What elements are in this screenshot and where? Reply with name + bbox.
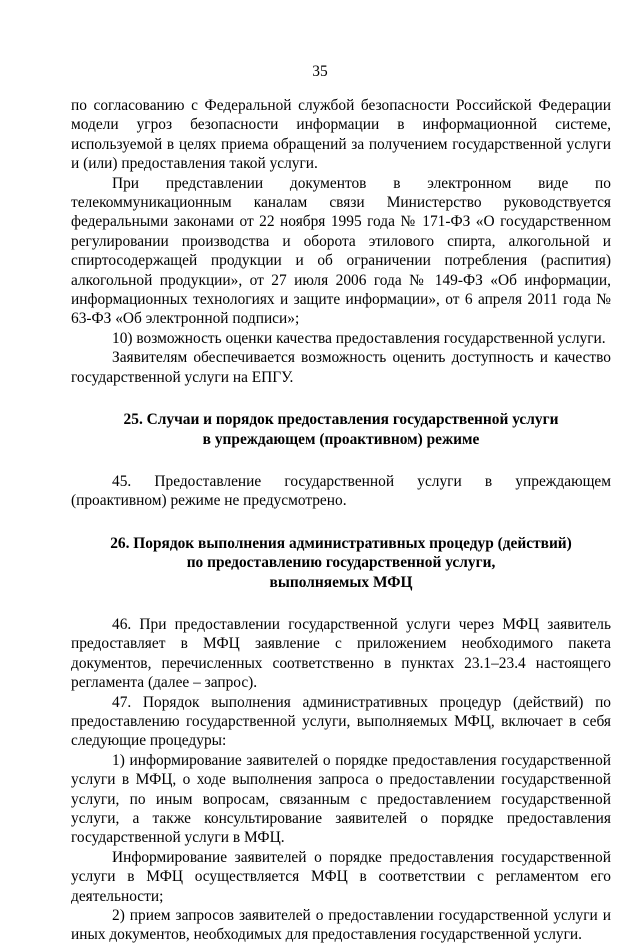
document-body	[71, 96, 611, 945]
paragraph: 1) информирование заявителей о порядке предоставления государственной услуги в МФЦ, о ходе выполнения запроса о предоставлении государственной услуги, по иным вопросам, связанным с предоставлением государственной услуги, а также консультирование заявителей о порядке предоставления государственной услуги в МФЦ.	[71, 751, 611, 847]
paragraph: Заявителям обеспечивается возможность оценить доступность и качество государственной услуги на ЕПГУ.	[71, 349, 611, 386]
paragraph: Информирование заявителей о порядке предоставления государственной услуги в МФЦ осуществляется МФЦ в соответствии с регламентом его деятельности;	[71, 848, 611, 905]
paragraph: 47. Порядок выполнения административных процедур (действий) по предоставлению государственной услуги, выполняемых МФЦ, включает в себя следующие процедуры:	[71, 693, 611, 750]
paragraph: по согласованию с Федеральной службой безопасности Российской Федерации модели угроз безопасности информации в информационной системе, используемой в целях приема обращений за получением государственной услуги и (или) предоставления такой услуги.	[71, 97, 611, 173]
paragraph: 2) прием запросов заявителей о предоставлении государственной услуги и иных документов, необходимых для предоставления государственной услуги.	[71, 907, 611, 944]
paragraph: 46. При предоставлении государственной услуги через МФЦ заявитель предоставляет в МФЦ заявление с приложением необходимого пакета документов, перечисленных соответственно в пунктах 23.1–23.4 настоящего регламента (далее – запрос).	[71, 615, 611, 692]
paragraph: 10) возможность оценки качества предоставления государственной услуги.	[112, 329, 606, 347]
section-26-heading	[71, 534, 611, 592]
heading-line: выполняемых МФЦ	[269, 573, 413, 591]
heading-line: 26. Порядок выполнения административных процедур (действий)	[110, 534, 572, 552]
heading-line: 25. Случаи и порядок предоставления государственной услуги	[123, 411, 559, 429]
section-25-heading	[71, 410, 611, 449]
paragraph: 45. Предоставление государственной услуги в упреждающем (проактивном) режиме не предусмотрено.	[71, 472, 611, 510]
page-number: 35	[312, 63, 328, 80]
paragraph: При представлении документов в электронном виде по телекоммуникационным каналам связи Министерство руководствуется федеральными законами от 22 ноября 1995 года № 171-ФЗ «О государственном регулировании производства и оборота этилового спирта, алкогольной и спиртосодержащей продукции и об ограничении потребления (распития) алкогольной продукции», от 27 июля 2006 года № 149-ФЗ «Об информации, информационных технологиях и защите информации», от 6 апреля 2011 года № 63-ФЗ «Об электронной подписи»;	[71, 174, 611, 328]
heading-line: в упреждающем (проактивном) режиме	[202, 430, 480, 448]
heading-line: по предоставлению государственной услуги,	[186, 554, 496, 572]
